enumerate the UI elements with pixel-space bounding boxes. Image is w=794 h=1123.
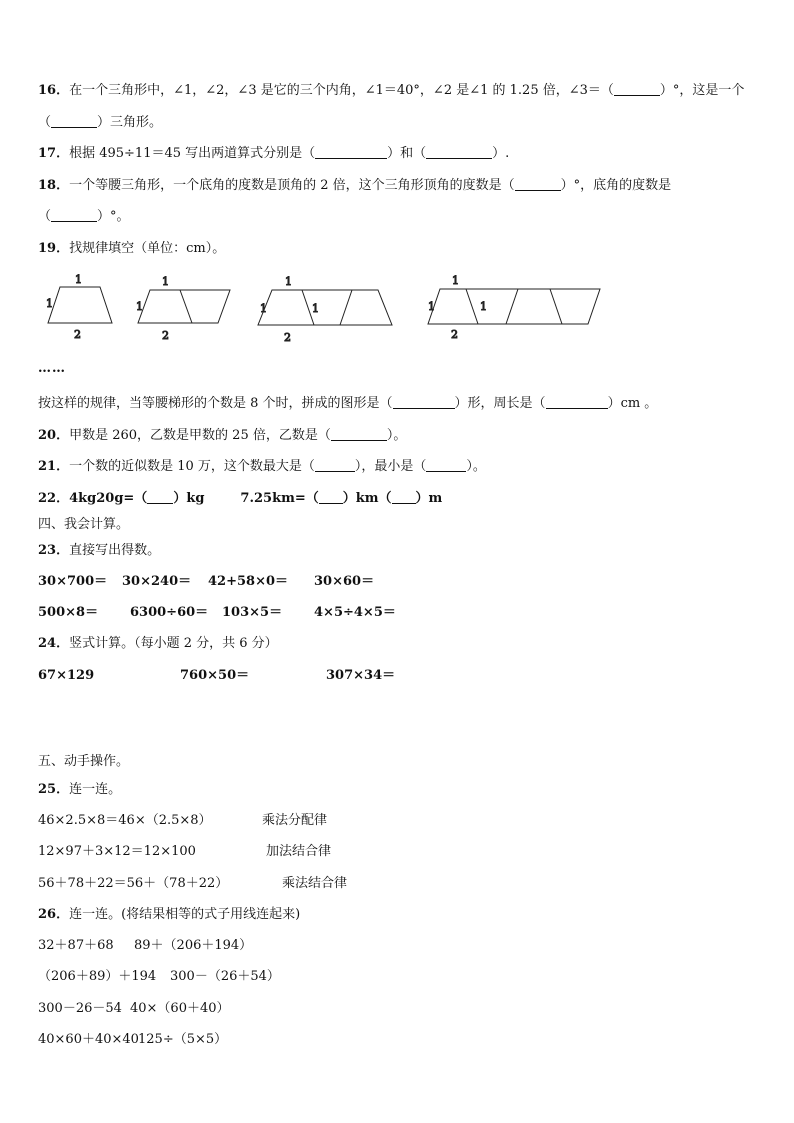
- expression-left[interactable]: 40×60＋40×40: [38, 1032, 139, 1047]
- question-number: 20．: [38, 428, 70, 443]
- question-text: 7.25km=（: [240, 491, 319, 506]
- expression-left[interactable]: 12×97＋3×12＝12×100: [38, 844, 196, 859]
- law-right[interactable]: 加法结合律: [266, 844, 332, 859]
- answer-blank[interactable]: [51, 114, 97, 128]
- label-side: 1: [260, 302, 267, 315]
- answer-blank[interactable]: [393, 395, 455, 409]
- question-number: 19．: [38, 241, 70, 256]
- label-bottom: 2: [74, 328, 81, 341]
- question-text: ）和（: [387, 146, 427, 161]
- question-text: ）°。: [97, 209, 130, 224]
- question-19: [38, 240, 225, 258]
- expression-right[interactable]: 89＋（206＋194）: [134, 938, 253, 953]
- question-text: （: [38, 115, 52, 130]
- expression-left[interactable]: 46×2.5×8＝46×（2.5×8）: [38, 813, 212, 828]
- question-text: ）kg: [173, 491, 205, 506]
- question-21: [38, 458, 486, 476]
- question-text: 甲数是 260，乙数是甲数的 25 倍，乙数是（: [69, 428, 331, 443]
- question-number: 24．: [38, 636, 70, 651]
- question-text: 根据 495÷11＝45 写出两道算式分别是（: [69, 146, 316, 161]
- question-16-line2: [38, 114, 162, 132]
- question-text: 一个数的近似数是 10 万，这个数最大是（: [69, 459, 315, 474]
- section-4-title: 四、我会计算。: [38, 517, 130, 532]
- question-text: ）形，周长是（: [454, 396, 546, 411]
- calc-item: 307×34＝: [326, 668, 396, 683]
- expression-left[interactable]: （206＋89）＋194: [38, 969, 157, 984]
- answer-blank[interactable]: [426, 145, 492, 159]
- parallelogram-2: [138, 290, 230, 323]
- label-side: 1: [428, 300, 435, 313]
- question-number: 21．: [38, 459, 70, 474]
- calc-item: 6300÷60＝: [130, 605, 209, 620]
- ellipsis: ……: [38, 361, 66, 376]
- question-22: [38, 490, 442, 508]
- calc-item: 30×60＝: [314, 574, 375, 589]
- label-side: 1: [312, 302, 319, 315]
- answer-blank[interactable]: [392, 490, 416, 504]
- question-number: 22．: [38, 491, 70, 506]
- question-text: 在一个三角形中，∠1，∠2，∠3 是它的三个内角，∠1＝40°，∠2 是∠1 的 1.25 倍，∠3＝（: [69, 83, 614, 98]
- question-text: 一个等腰三角形，一个底角的度数是顶角的 2 倍，这个三角形顶角的度数是（: [69, 178, 515, 193]
- calc-item: 42+58×0＝: [208, 574, 289, 589]
- calc-item: 760×50＝: [180, 668, 250, 683]
- question-text: ），最小是（: [354, 459, 427, 474]
- expression-left[interactable]: 300－26－54: [38, 1001, 122, 1016]
- calc-item: 500×8＝: [38, 605, 99, 620]
- question-text: ）m: [415, 491, 443, 506]
- law-right[interactable]: 乘法分配律: [262, 813, 328, 828]
- expression-right[interactable]: 300－（26＋54）: [170, 969, 280, 984]
- question-text: 竖式计算。（每小题 2 分，共 6 分）: [69, 636, 278, 651]
- question-text: 找规律填空（单位：cm）。: [69, 241, 226, 256]
- question-16-line1: [38, 82, 744, 100]
- law-right[interactable]: 乘法结合律: [282, 876, 348, 891]
- question-19-answer: [38, 395, 657, 413]
- question-23: [38, 542, 160, 560]
- calc-item: 30×700＝: [38, 574, 108, 589]
- question-text: ）三角形。: [97, 115, 163, 130]
- label-side: 1: [480, 300, 487, 313]
- expression-left[interactable]: 56＋78＋22＝56＋（78＋22）: [38, 876, 229, 891]
- question-text: ）。: [466, 459, 486, 474]
- question-text: 连一连。: [69, 782, 122, 797]
- trapezoid-pattern-figure: [40, 270, 640, 350]
- question-text: ）.: [492, 146, 510, 161]
- answer-blank[interactable]: [315, 145, 387, 159]
- question-20: [38, 427, 406, 445]
- question-text: 4kg20g=（: [69, 491, 148, 506]
- expression-right[interactable]: 40×（60＋40）: [130, 1001, 230, 1016]
- question-24: [38, 635, 278, 653]
- parallelogram-4: [428, 289, 600, 324]
- answer-blank[interactable]: [51, 208, 97, 222]
- label-bottom: 2: [284, 331, 291, 344]
- label-top: 1: [452, 274, 459, 287]
- answer-blank[interactable]: [515, 177, 561, 191]
- label-bottom: 2: [162, 329, 169, 342]
- label-bottom: 2: [451, 328, 458, 341]
- label-top: 1: [285, 275, 292, 288]
- question-17: [38, 145, 509, 163]
- answer-blank[interactable]: [147, 490, 173, 504]
- question-text: ）cm 。: [607, 396, 658, 411]
- question-text: 直接写出得数。: [69, 543, 161, 558]
- question-text: 连一连。(将结果相等的式子用线连起来): [69, 907, 301, 922]
- question-26: [38, 906, 300, 924]
- label-top: 1: [75, 273, 82, 286]
- question-text: ）°，这是一个: [659, 83, 745, 98]
- question-number: 17．: [38, 146, 70, 161]
- question-number: 16．: [38, 83, 70, 98]
- question-number: 26．: [38, 907, 70, 922]
- answer-blank[interactable]: [315, 458, 355, 472]
- expression-right[interactable]: 125÷（5×5）: [138, 1032, 228, 1047]
- answer-blank[interactable]: [319, 490, 343, 504]
- calc-item: 30×240＝: [122, 574, 192, 589]
- trapezoid-1: [48, 287, 112, 323]
- calc-item: 4×5÷4×5＝: [314, 605, 396, 620]
- question-text: ）。: [386, 428, 407, 443]
- question-18-line1: [38, 177, 671, 195]
- answer-blank[interactable]: [331, 427, 387, 441]
- question-text: ）km（: [342, 491, 392, 506]
- trapezoid-3: [258, 290, 392, 325]
- calc-item: 67×129: [38, 668, 95, 683]
- label-side: 1: [46, 297, 53, 310]
- question-18-line2: [38, 208, 130, 226]
- question-text: （: [38, 209, 52, 224]
- answer-blank[interactable]: [614, 82, 660, 96]
- question-25: [38, 781, 121, 799]
- question-number: 25．: [38, 782, 70, 797]
- label-top: 1: [162, 275, 169, 288]
- label-side: 1: [136, 300, 143, 313]
- question-number: 23．: [38, 543, 70, 558]
- expression-left[interactable]: 32＋87＋68: [38, 938, 114, 953]
- question-text: ）°，底角的度数是: [560, 178, 672, 193]
- question-number: 18．: [38, 178, 70, 193]
- answer-blank[interactable]: [546, 395, 608, 409]
- section-5-title: 五、动手操作。: [38, 754, 130, 769]
- answer-blank[interactable]: [426, 458, 466, 472]
- calc-item: 103×5＝: [222, 605, 283, 620]
- question-text: 按这样的规律，当等腰梯形的个数是 8 个时，拼成的图形是（: [38, 396, 393, 411]
